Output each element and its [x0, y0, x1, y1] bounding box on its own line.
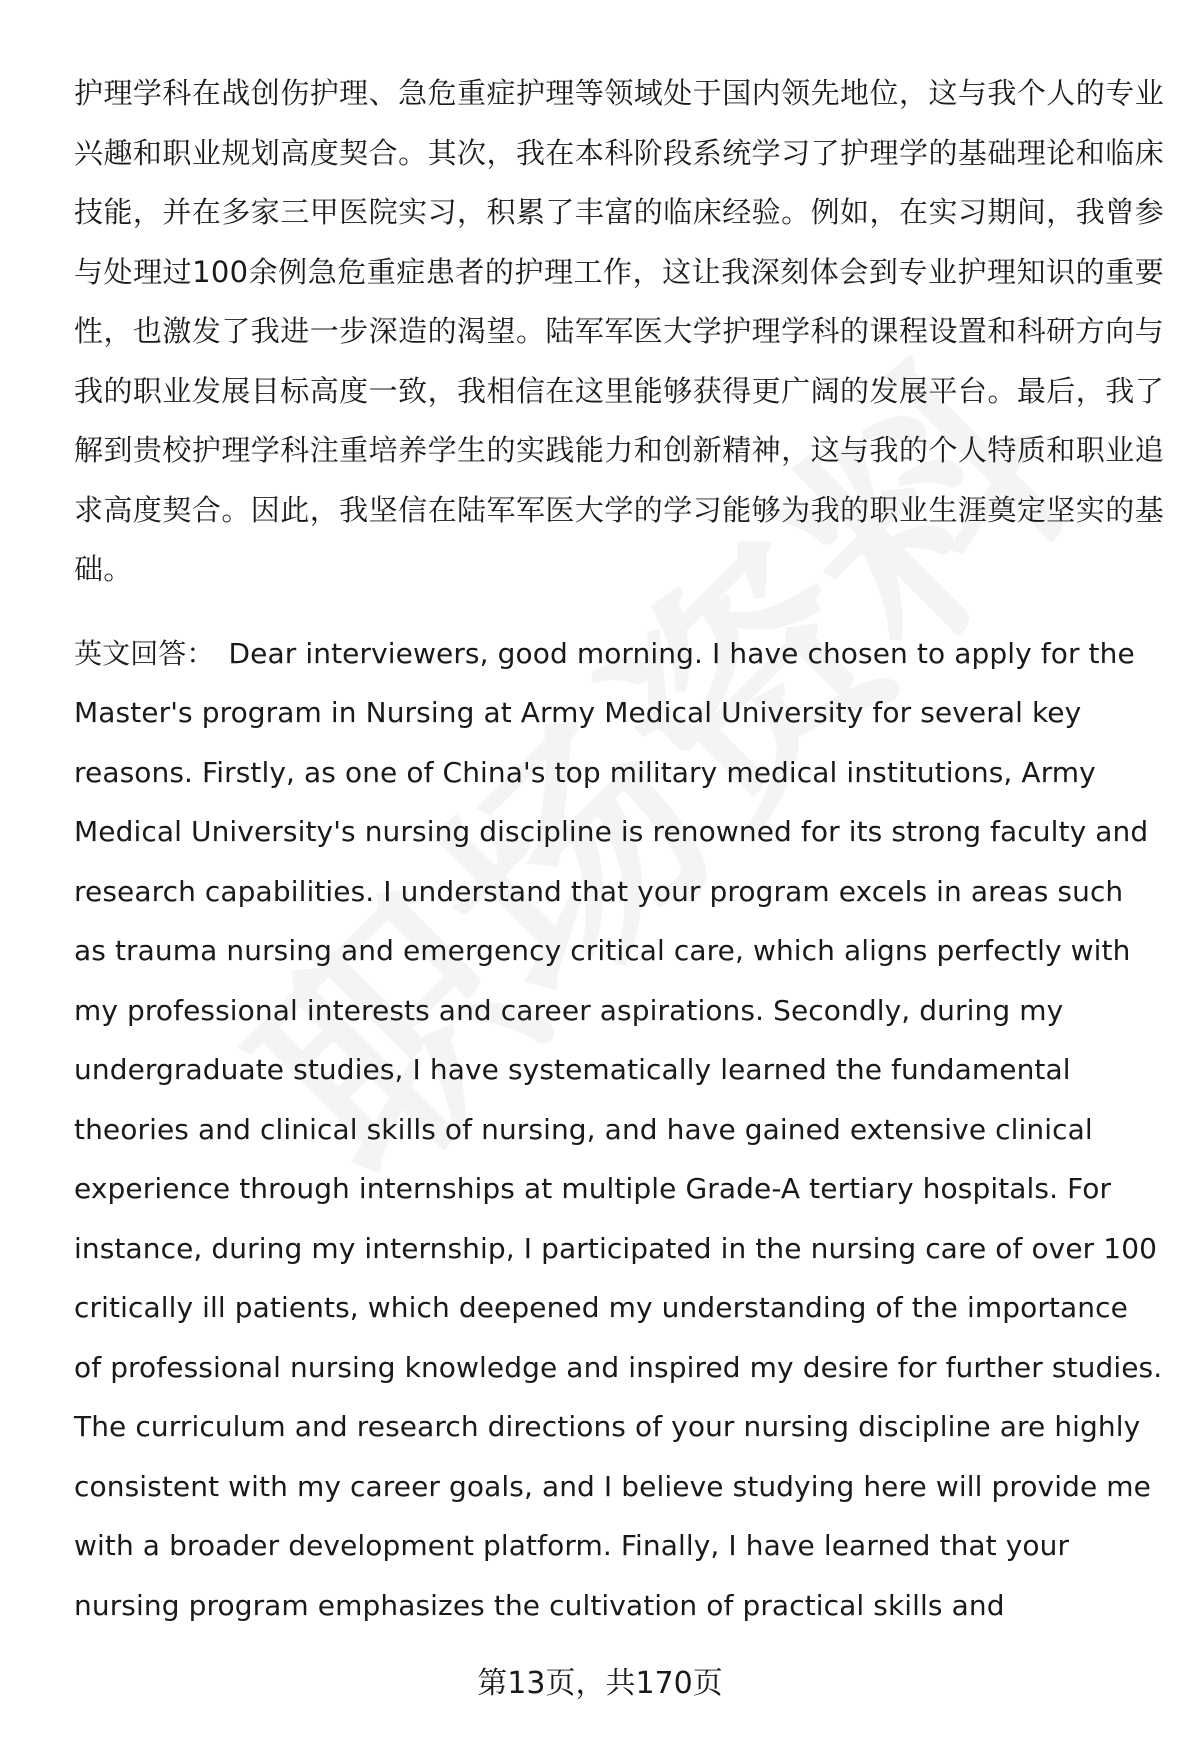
- english-answer-paragraph: [74, 624, 1164, 1636]
- document-body: [74, 64, 1164, 1635]
- english-answer-label: 英文回答：: [74, 636, 215, 670]
- page-number-footer: 第13页，共170页: [477, 1666, 723, 1701]
- chinese-answer-paragraph: 护理学科在战创伤护理、急危重症护理等领域处于国内领先地位，这与我个人的专业兴趣和职业规划高度契合。其次，我在本科阶段系统学习了护理学的基础理论和临床技能，并在多家三甲医院实习，积累了丰富的临床经验。例如，在实习期间，我曾参与处理过100余例急危重症患者的护理工作，这让我深刻体会到专业护理知识的重要性，也激发了我进一步深造的渴望。陆军军医大学护理学科的课程设置和科研方向与我的职业发展目标高度一致，我相信在这里能够获得更广阔的发展平台。最后，我了解到贵校护理学科注重培养学生的实践能力和创新精神，这与我的个人特质和职业追求高度契合。因此，我坚信在陆军军医大学的学习能够为我的职业生涯奠定坚实的基础。: [74, 76, 1164, 586]
- english-answer-text: Dear interviewers, good morning. I have chosen to apply for the Master's program in Nursing at Army Medical University for several key reasons. Firstly, as one of China's top military medical institutions, Army Medical University's nursing discipline is renowned for its strong faculty and research capabilities. I understand that your program excels in areas such as trauma nursing and emergency critical care, which aligns perfectly with my professional interests and career aspirations. Secondly, during my undergraduate studies, I have systematically learned the fundamental theories and clinical skills of nursing, and have gained extensive clinical experience through internships at multiple Grade-A tertiary hospitals. For instance, during my internship, I participated in the nursing care of over 100 critically ill patients, which deepened my understanding of the importance of professional nursing knowledge and inspired my desire for further studies. The curriculum and research directions of your nursing discipline are highly consistent with my career goals, and I believe studying here will provide me with a broader development platform. Finally, I have learned that your nursing program emphasizes the cultivation of practical skills and: [74, 636, 1163, 1622]
